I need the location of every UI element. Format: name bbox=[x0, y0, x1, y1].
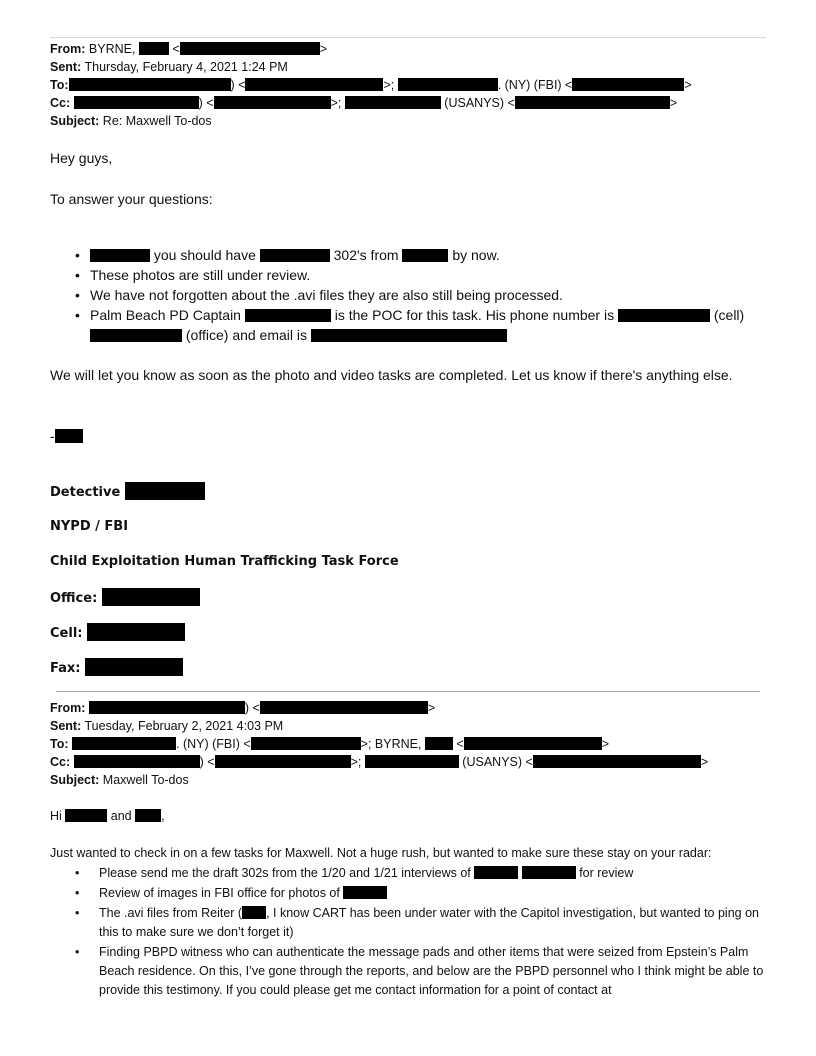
list-item: • These photos are still under review. bbox=[75, 265, 765, 285]
redaction bbox=[251, 737, 361, 750]
list-item: • Finding PBPD witness who can authenticate the message pads and other items that were seized from Epstein’s Palm Beach residence. On this, I’ve gone through the reports, and below are the PBPD personnel who I think might be able to provide this testimony. If you could please get me contact information for a point of contact at bbox=[75, 943, 765, 1000]
top-divider bbox=[50, 37, 766, 38]
redaction bbox=[85, 658, 183, 676]
redaction bbox=[260, 701, 428, 714]
redaction bbox=[180, 42, 320, 55]
signature-unit: Child Exploitation Human Trafficking Task Force bbox=[50, 554, 399, 569]
redaction bbox=[572, 78, 684, 91]
redaction bbox=[343, 886, 387, 899]
redaction bbox=[533, 755, 701, 768]
redaction bbox=[87, 623, 185, 641]
signature-title: Detective bbox=[50, 482, 205, 500]
signature-office: Office: bbox=[50, 588, 200, 606]
signature-cell: Cell: bbox=[50, 623, 185, 641]
redaction bbox=[242, 906, 266, 919]
redaction bbox=[102, 588, 200, 606]
redaction bbox=[125, 482, 205, 500]
email1-greeting: Hey guys, bbox=[50, 150, 113, 166]
list-item: • We have not forgotten about the .avi files they are also still being processed. bbox=[75, 285, 765, 305]
list-item: • Palm Beach PD Captain is the POC for this task. His phone number is (cell) (office) and email is bbox=[75, 305, 765, 345]
email2-sent: Sent: Tuesday, February 2, 2021 4:03 PM bbox=[50, 719, 284, 733]
redaction bbox=[474, 866, 518, 879]
email2-to: To: . (NY) (FBI) < >; BYRNE, < > bbox=[50, 737, 610, 751]
redaction bbox=[74, 96, 199, 109]
email1-to: To: ) < >; . (NY) (FBI) < > bbox=[50, 78, 692, 92]
email2-from: From: ) < > bbox=[50, 701, 436, 715]
redaction bbox=[402, 249, 448, 262]
email1-from: From: BYRNE, < > bbox=[50, 42, 328, 56]
redaction bbox=[260, 249, 330, 262]
email2-bullet-list bbox=[75, 864, 765, 1001]
redaction bbox=[65, 809, 107, 822]
redaction bbox=[139, 42, 169, 55]
email1-intro: To answer your questions: bbox=[50, 191, 213, 207]
email1-sign-dash: - bbox=[50, 426, 83, 446]
signature-fax: Fax: bbox=[50, 658, 183, 676]
redaction bbox=[345, 96, 441, 109]
email-divider bbox=[56, 691, 760, 692]
email2-greeting: Hi and , bbox=[50, 809, 165, 823]
redaction bbox=[72, 737, 176, 750]
redaction bbox=[135, 809, 161, 822]
redaction bbox=[245, 309, 331, 322]
email2-intro: Just wanted to check in on a few tasks for Maxwell. Not a huge rush, but wanted to make sure these stay on your radar: bbox=[50, 846, 712, 860]
list-item: • The .avi files from Reiter ( , I know CART has been under water with the Capitol investigation, but wanted to ping on this to make sure we don’t forget it) bbox=[75, 904, 765, 942]
redaction bbox=[515, 96, 670, 109]
email2-cc: Cc: ) < >; (USANYS) < > bbox=[50, 755, 709, 769]
redaction bbox=[464, 737, 602, 750]
signature-agency: NYPD / FBI bbox=[50, 519, 129, 534]
email1-subject: Subject: Re: Maxwell To-dos bbox=[50, 114, 212, 128]
list-item: • Please send me the draft 302s from the 1/20 and 1/21 interviews of for review bbox=[75, 864, 765, 883]
email1-bullet-list bbox=[75, 245, 765, 345]
redaction bbox=[69, 78, 231, 91]
list-item: • Review of images in FBI office for photos of bbox=[75, 884, 765, 903]
redaction bbox=[425, 737, 453, 750]
email2-subject: Subject: Maxwell To-dos bbox=[50, 773, 189, 787]
redaction bbox=[365, 755, 459, 768]
email1-closing: We will let you know as soon as the photo and video tasks are completed. Let us know if there's anything else. bbox=[50, 367, 733, 383]
redaction bbox=[245, 78, 383, 91]
redaction bbox=[74, 755, 200, 768]
redaction bbox=[311, 329, 507, 342]
redaction bbox=[618, 309, 710, 322]
redaction bbox=[215, 755, 351, 768]
redaction bbox=[214, 96, 331, 109]
redaction bbox=[522, 866, 576, 879]
redaction bbox=[90, 329, 182, 342]
redaction bbox=[398, 78, 498, 91]
email1-sent: Sent: Thursday, February 4, 2021 1:24 PM bbox=[50, 60, 288, 74]
email1-cc: Cc: ) < >; (USANYS) < > bbox=[50, 96, 678, 110]
list-item: • you should have 302's from by now. bbox=[75, 245, 765, 265]
redaction bbox=[89, 701, 245, 714]
redaction bbox=[55, 429, 83, 443]
redaction bbox=[90, 249, 150, 262]
